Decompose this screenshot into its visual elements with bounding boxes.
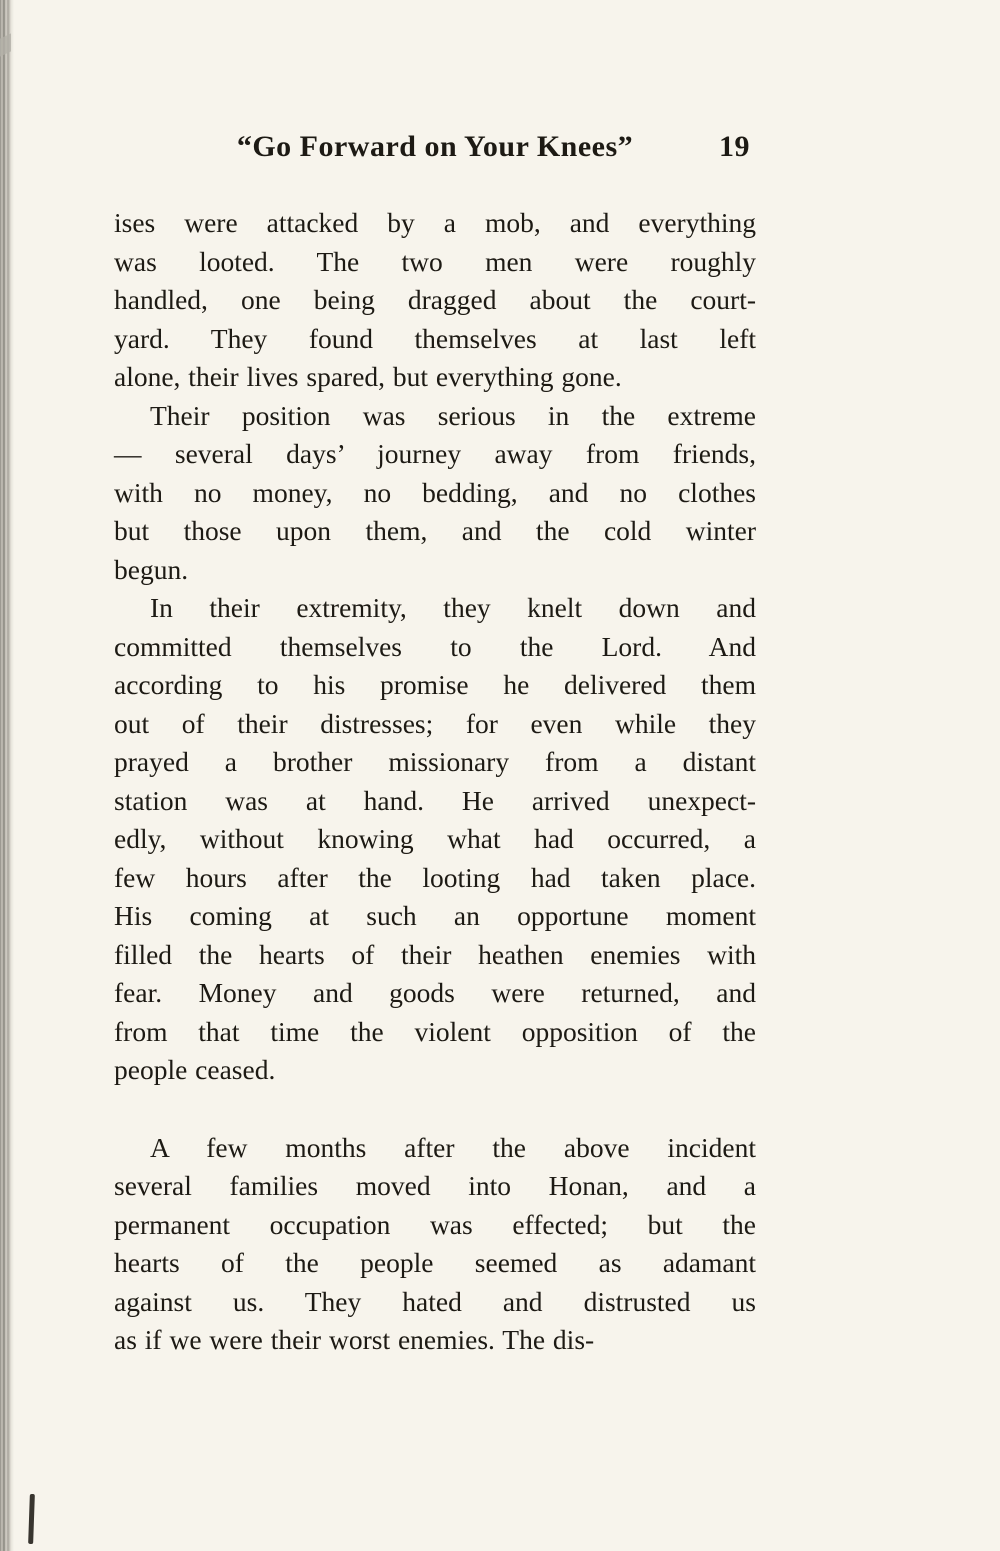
text-line: handled, one being dragged about the court- xyxy=(114,284,756,315)
text-line: — several days’ journey away from friends, xyxy=(114,438,756,469)
paragraph xyxy=(114,589,756,1090)
text-line: ises were attacked by a mob, and everything xyxy=(114,207,756,238)
text-line: begun. xyxy=(114,553,189,585)
paragraph xyxy=(114,204,756,397)
page-number: 19 xyxy=(719,130,750,163)
text-line: committed themselves to the Lord. And xyxy=(114,630,756,662)
text-line: hearts of the people seemed as adamant xyxy=(114,1247,756,1278)
chapter-title: “Go Forward on Your Knees” xyxy=(236,130,634,163)
text-line: people ceased. xyxy=(114,1054,276,1085)
text-line: prayed a brother missionary from a distant xyxy=(114,746,756,777)
text-line: was looted. The two men were roughly xyxy=(114,245,756,277)
text-line: as if we were their worst enemies. The dis- xyxy=(114,1324,595,1355)
text-line: with no money, no bedding, and no clothes xyxy=(114,476,756,508)
text-line: according to his promise he delivered them xyxy=(114,669,756,700)
text-line: Their position was serious in the extreme xyxy=(150,399,756,431)
running-head xyxy=(114,130,756,164)
text-line: few hours after the looting had taken place. xyxy=(114,861,756,893)
text-line: A few months after the above incident xyxy=(150,1131,756,1163)
text-line: edly, without knowing what had occurred, a xyxy=(114,823,756,854)
text-line: His coming at such an opportune moment xyxy=(114,900,756,931)
text-line: permanent occupation was effected; but the xyxy=(114,1208,756,1240)
paragraph xyxy=(114,397,756,590)
text-line: In their extremity, they knelt down and xyxy=(150,592,756,623)
text-line: but those upon them, and the cold winter xyxy=(114,515,756,546)
text-line: fear. Money and goods were returned, and xyxy=(114,977,756,1008)
text-line: alone, their lives spared, but everything gone. xyxy=(114,361,622,392)
text-line: filled the hearts of their heathen enemies with xyxy=(114,938,756,970)
paragraph xyxy=(114,1129,756,1360)
text-line: yard. They found themselves at last left xyxy=(114,322,756,354)
scan-artifact-bottom xyxy=(28,1494,35,1544)
text-line: out of their distresses; for even while they xyxy=(114,707,756,739)
page-content xyxy=(114,130,756,1360)
page-binding-edge xyxy=(0,0,14,1551)
text-line: station was at hand. He arrived unexpect- xyxy=(114,784,756,816)
text-line: several families moved into Honan, and a xyxy=(114,1170,756,1201)
text-line: against us. They hated and distrusted us xyxy=(114,1285,756,1317)
text-line: from that time the violent opposition of the xyxy=(114,1015,756,1047)
body-text xyxy=(114,204,756,1360)
